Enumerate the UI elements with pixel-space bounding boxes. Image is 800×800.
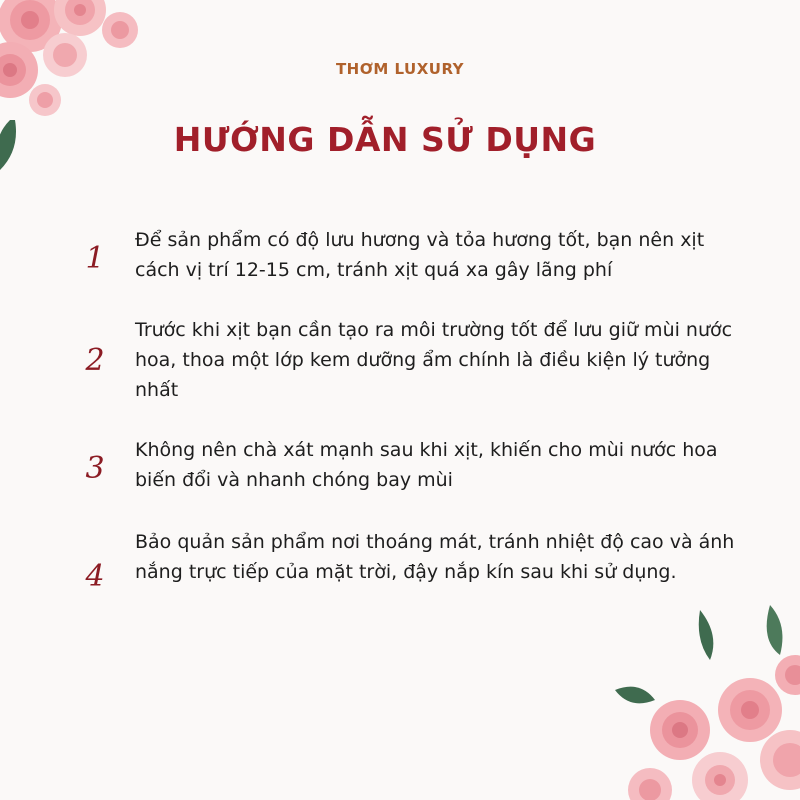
step-text: Để sản phẩm có độ lưu hương và tỏa hương tốt, bạn nên xịt cách vị trí 12-15 cm, tránh xịt quá xa gây lãng phí bbox=[135, 229, 705, 281]
step-number: 4 bbox=[85, 559, 105, 594]
step-number: 1 bbox=[85, 241, 105, 276]
step-text: Trước khi xịt bạn cần tạo ra môi trường tốt để lưu giữ mùi nước hoa, thoa một lớp kem dưỡng ẩm chính là điều kiện lý tưởng nhất bbox=[135, 319, 733, 401]
page-title: HƯỚNG DẪN SỬ DỤNG bbox=[173, 120, 597, 159]
step-text: Không nên chà xát mạnh sau khi xịt, khiến cho mùi nước hoa biến đổi và nhanh chóng bay mùi bbox=[135, 439, 718, 491]
step-number: 2 bbox=[85, 343, 105, 378]
step-number: 3 bbox=[85, 451, 105, 486]
rose-bouquet-bottom-right-icon bbox=[600, 600, 800, 800]
step-text: Bảo quản sản phẩm nơi thoáng mát, tránh nhiệt độ cao và ánh nắng trực tiếp của mặt trời, đậy nắp kín sau khi sử dụng. bbox=[135, 531, 735, 583]
rose-bouquet-top-left-icon bbox=[0, 0, 170, 190]
brand-logo: THƠM LUXURY bbox=[335, 60, 465, 78]
